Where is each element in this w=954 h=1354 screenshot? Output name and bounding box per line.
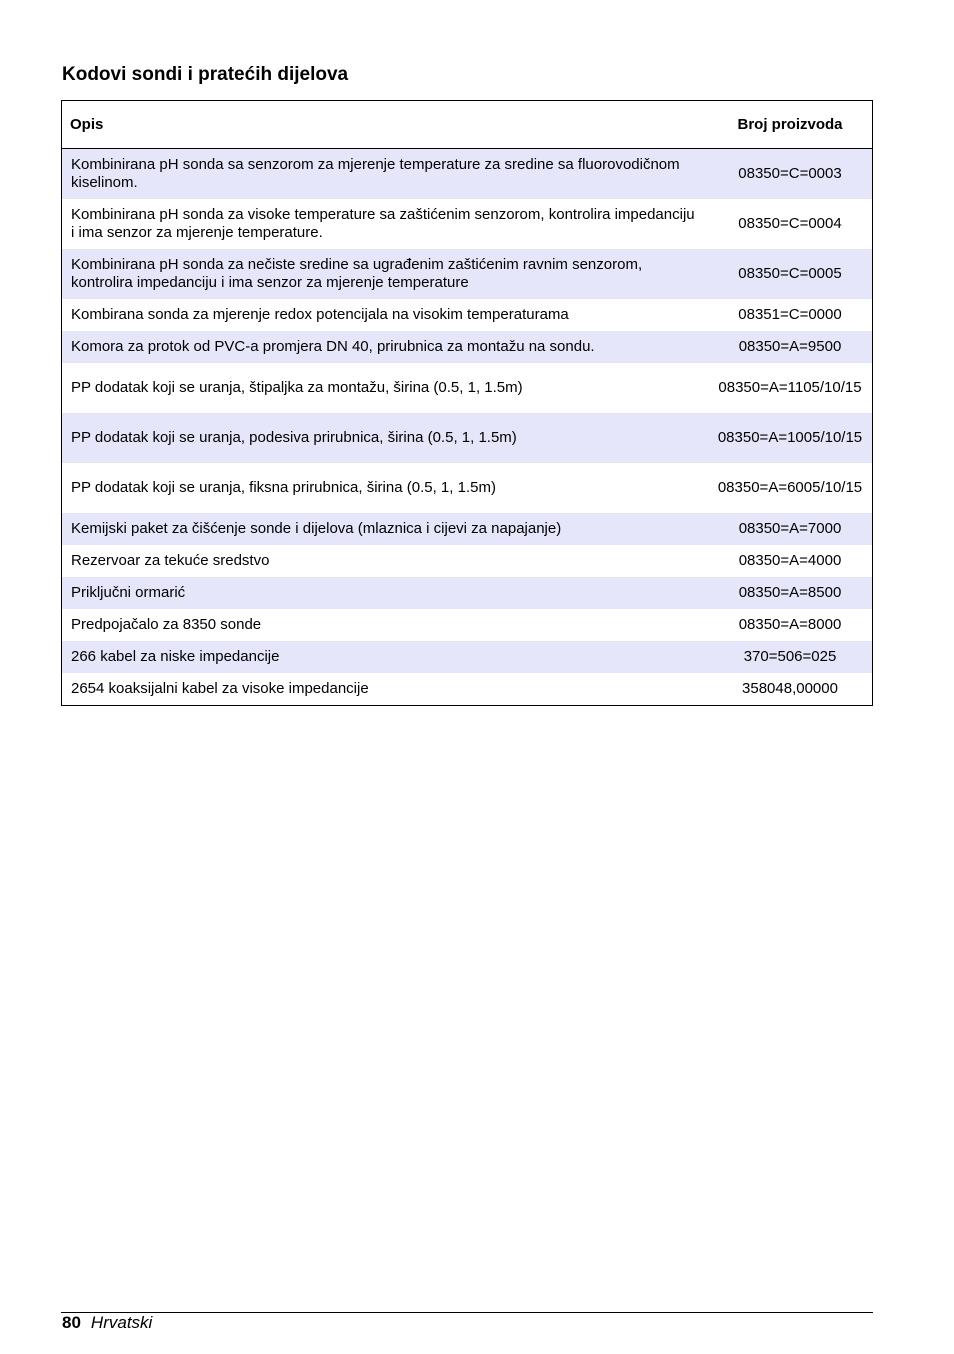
cell-product-number: 08350=A=6005/10/15 (717, 478, 863, 496)
cell-product-number: 08350=C=0003 (708, 149, 873, 200)
cell-description: PP dodatak koji se uranja, podesiva prirubnica, širina (0.5, 1, 1.5m) (62, 413, 709, 463)
table-row (62, 463, 873, 513)
parts-table (61, 100, 873, 706)
table-row (62, 249, 873, 299)
cell-product-number: 08350=A=8000 (738, 615, 842, 633)
cell-description: Predpojačalo za 8350 sonde (71, 615, 262, 633)
cell-description: Kemijski paket za čišćenje sonde i dijelova (mlaznica i cijevi za napajanje) (62, 513, 709, 545)
cell-description: 2654 koaksijalni kabel za visoke impedancije (71, 679, 369, 697)
cell-description: Kombinirana pH sonda sa senzorom za mjerenje temperature za sredine sa fluorovodičnom kiselinom. (62, 149, 709, 200)
table-row (62, 331, 873, 363)
cell-description: Priključni ormarić (62, 577, 709, 609)
header-product-number: Broj proizvoda (708, 101, 873, 149)
cell-description: Rezervoar za tekuće sredstvo (71, 551, 270, 569)
footer-language: Hrvatski (90, 1313, 153, 1332)
table-row (62, 545, 873, 577)
cell-product-number: 08350=A=8500 (708, 577, 873, 609)
cell-product-number: 08350=C=0004 (738, 214, 842, 232)
cell-description: Kombinirana pH sonda za nečiste sredine sa ugrađenim zaštićenim ravnim senzorom, kontrolira impedanciju i ima senzor za mjerenje temperature (62, 249, 709, 299)
table-row (62, 577, 873, 609)
cell-description: Komora za protok od PVC-a promjera DN 40, prirubnica za montažu na sondu. (62, 331, 709, 363)
cell-description: PP dodatak koji se uranja, štipaljka za montažu, širina (0.5, 1, 1.5m) (71, 378, 523, 396)
cell-description: 266 kabel za niske impedancije (62, 641, 709, 673)
cell-description: Kombirana sonda za mjerenje redox potencijala na visokim temperaturama (71, 305, 569, 323)
page-footer (62, 1313, 152, 1333)
cell-product-number: 358048,00000 (742, 679, 838, 697)
cell-description: Kombinirana pH sonda za visoke temperature sa zaštićenim senzorom, kontrolira impedanciju i ima senzor za mjerenje temperature. (71, 205, 695, 241)
cell-product-number: 08350=A=7000 (708, 513, 873, 545)
table-row (62, 199, 873, 249)
cell-product-number: 370=506=025 (708, 641, 873, 673)
cell-product-number: 08351=C=0000 (738, 305, 842, 323)
footer-divider (61, 1312, 873, 1313)
header-description: Opis (62, 101, 709, 149)
cell-product-number: 08350=A=1105/10/15 (718, 378, 862, 396)
table-row (62, 149, 873, 200)
table-row (62, 363, 873, 413)
table-row (62, 299, 873, 331)
cell-product-number: 08350=A=4000 (738, 551, 842, 569)
table-row (62, 641, 873, 673)
cell-description: PP dodatak koji se uranja, fiksna prirubnica, širina (0.5, 1, 1.5m) (71, 478, 496, 496)
table-row (62, 413, 873, 463)
cell-product-number: 08350=A=9500 (708, 331, 873, 363)
section-title: Kodovi sondi i pratećih dijelova (62, 64, 349, 85)
cell-product-number: 08350=A=1005/10/15 (708, 413, 873, 463)
table-row (62, 609, 873, 641)
page-number: 80 (62, 1313, 81, 1332)
table-row (62, 513, 873, 545)
cell-product-number: 08350=C=0005 (708, 249, 873, 299)
table-header-row (62, 101, 873, 149)
table-row (62, 673, 873, 706)
